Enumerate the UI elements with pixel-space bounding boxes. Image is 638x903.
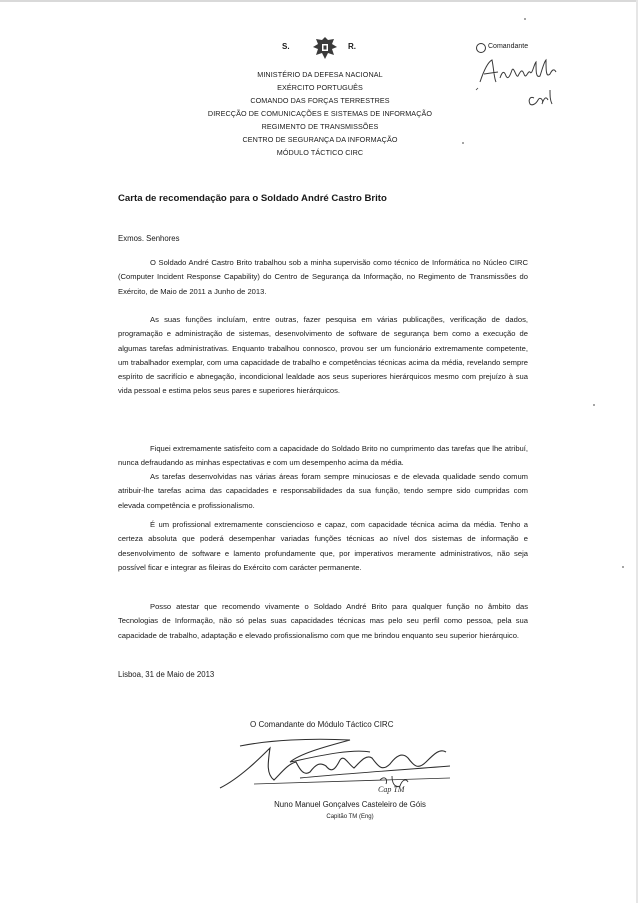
paragraph [118, 256, 528, 299]
letter-date: Lisboa, 31 de Maio de 2013 [118, 670, 215, 679]
letterhead-line: MINISTÉRIO DA DEFESA NACIONAL [257, 70, 383, 79]
paragraph [118, 442, 528, 471]
salutation: Exmos. Senhores [118, 234, 180, 243]
classification-line [280, 36, 380, 60]
s-mark: S. [282, 42, 290, 51]
scan-top-edge [0, 0, 638, 2]
signatory-role: O Comandante do Módulo Táctico CIRC [250, 720, 394, 729]
paragraph [118, 313, 528, 399]
signatory-rank: Capitão TM (Eng) [326, 814, 374, 820]
paragraph [118, 470, 528, 513]
handwritten-signature [150, 718, 550, 800]
letterhead-line: MÓDULO TÁCTICO CIRC [276, 148, 364, 157]
letterhead-line: CENTRO DE SEGURANÇA DA INFORMAÇÃO [242, 135, 398, 144]
letterhead-line: DIRECÇÃO DE COMUNICAÇÕES E SISTEMAS DE INFORMAÇÃO [207, 109, 433, 118]
scan-speck [462, 142, 464, 144]
signature-block [150, 718, 550, 828]
handwritten-rank: Cap TM [378, 785, 405, 794]
scan-speck [622, 566, 624, 568]
paragraph-text: As suas funções incluíam, entre outras, fazer pesquisa em várias publicações, verificação de dados, programação e administração de sistemas, desenvolvimento de software de segurança bem como a execução de algumas tarefas administrativas. Enquanto trabalhou connosco, provou ser um funcionário extremamente competente, um trabalhador exemplar, com uma capacidade de trabalho e competências técnicas acima da média, revelando sempre espírito de sacrifício e abnegação, incondicional lealdade aos seus superiores hierárquicos mesmo com prejuízo à sua vida pessoal e estima pelos seus pares e superiores hierárquicos. [118, 315, 528, 396]
paragraph-text: As tarefas desenvolvidas nas várias áreas foram sempre minuciosas e de elevada qualidade sendo comum atribuir-lhe tarefas acima das capacidades e responsabilidades da sua função, tendo sempre sido cumpridas com elevada competência e profissionalismo. [118, 472, 528, 510]
paragraph-text: O Soldado André Castro Brito trabalhou sob a minha supervisão como técnico de Informática no Núcleo CIRC (Computer Incident Response Capability) do Centro de Segurança da Informação, no Regimento de Transmissões do Exército, de Maio de 2011 a Junho de 2013. [118, 258, 528, 296]
paragraph [118, 600, 528, 643]
signatory-name: Nuno Manuel Gonçalves Casteleiro de Góis [274, 800, 426, 809]
commander-label: Comandante [488, 43, 529, 50]
r-mark: R. [348, 42, 356, 51]
paragraph-text: Posso atestar que recomendo vivamente o Soldado André Brito para qualquer função no âmbito das Tecnologias de Informação, não só pelas suas capacidades técnicas mas pelo seu perfil como pessoa, pela sua capacidade de trabalho, adaptação e elevado profissionalismo com que me brindou enquanto seu superior hierárquico. [118, 602, 528, 640]
paragraph-text: Fiquei extremamente satisfeito com a capacidade do Soldado Brito no cumprimento das tarefas que lhe atribuí, nunca defraudando as minhas espectativas e com um desempenho acima da média. [118, 444, 528, 468]
letterhead-line: EXÉRCITO PORTUGUÊS [277, 83, 363, 92]
paragraph [118, 518, 528, 575]
handwritten-annotation [474, 40, 624, 110]
letterhead-line: REGIMENTO DE TRANSMISSÕES [261, 122, 379, 131]
scan-speck [593, 404, 595, 406]
coat-of-arms-icon [312, 36, 338, 60]
letter-title: Carta de recomendação para o Soldado André Castro Brito [118, 193, 387, 204]
letterhead-line: COMANDO DAS FORÇAS TERRESTRES [250, 96, 390, 105]
letterhead [150, 68, 490, 159]
commander-annotation [474, 40, 624, 110]
scan-speck [524, 18, 526, 20]
paragraph-text: É um profissional extremamente consciencioso e capaz, com capacidade técnica acima da média. Tenho a certeza absoluta que poderá desempenhar variadas funções técnicas ao nível dos sistemas de informação e desenvolvimento de software e lamento profundamente que, por imperativos meramente administrativos, não seja possível ficar e integrar as fileiras do Exército com carácter permanente. [118, 520, 528, 572]
